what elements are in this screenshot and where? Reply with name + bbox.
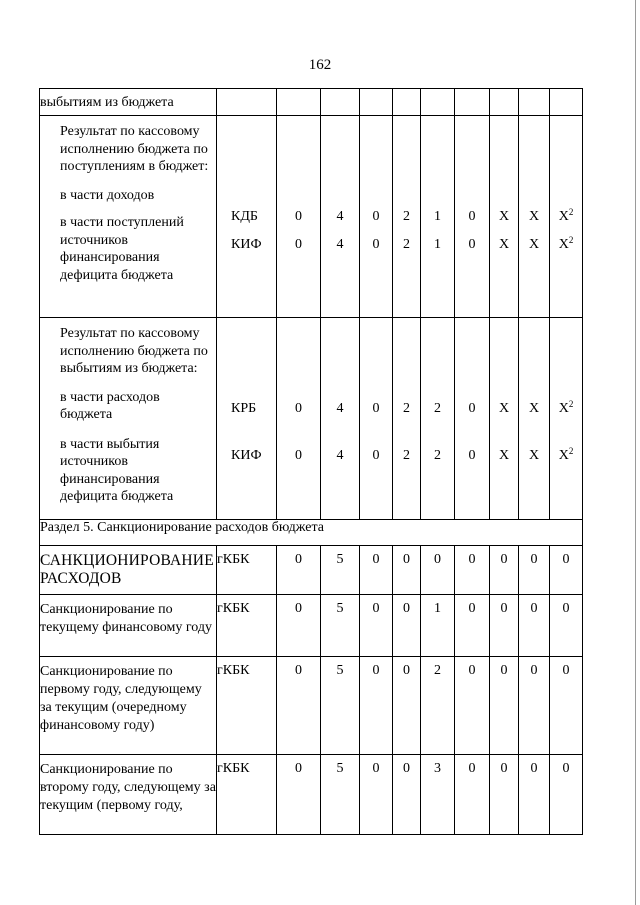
digit-cell: 0 — [550, 595, 583, 657]
digit-cell: 0 — [360, 546, 393, 595]
digit-cell: 5 — [321, 755, 360, 835]
row-name: в части поступлений источников финансирования дефицита бюджета — [60, 215, 184, 283]
digit-cell: 0 — [550, 755, 583, 835]
digit-cell: 0 — [372, 401, 380, 416]
digit-cell: 0 — [372, 209, 380, 224]
digit-cell: X — [528, 236, 540, 252]
digit-cell: 2 — [421, 657, 455, 755]
digit-cell: X — [498, 236, 510, 252]
table-row — [40, 546, 583, 595]
code-cell: КИФ — [231, 236, 262, 252]
page-number: 162 — [308, 57, 332, 73]
digit-cell: 0 — [360, 755, 393, 835]
digit-cell: 3 — [421, 755, 455, 835]
section-header: Раздел 5. Санкционирование расходов бюджета — [40, 520, 583, 546]
table-row — [40, 657, 583, 755]
row-name: в части доходов — [60, 187, 155, 203]
row-name: Санкционирование по первому году, следующему за текущим (очередному финансовому году) — [40, 657, 217, 755]
digit-cell: X — [528, 401, 540, 416]
digit-cell: 0 — [550, 657, 583, 755]
digit-cell: 4 — [336, 236, 344, 252]
digit-cell: 0 — [372, 447, 380, 463]
code-cell: гКБК — [217, 595, 277, 657]
digit-cell: 0 — [455, 595, 490, 657]
footnote-mark: 2 — [568, 445, 574, 456]
code-cell: гКБК — [217, 755, 277, 835]
digit-cell: X — [498, 447, 510, 463]
block-heading: Результат по кассовому исполнению бюджета по выбытиям из бюджета: — [60, 326, 208, 376]
digit-cell: 2 — [403, 209, 410, 224]
digit-cell: 2 — [434, 401, 441, 416]
row-name: Санкционирование по второму году, следующему за текущим (первому году, — [40, 755, 217, 835]
digit-cell: 0 — [490, 755, 519, 835]
table-row — [40, 595, 583, 657]
table-row — [40, 89, 583, 116]
digit-cell: 1 — [421, 595, 455, 657]
digit-cell: 0 — [421, 546, 455, 595]
footnote-mark: 2 — [568, 234, 574, 245]
digit-cell: 0 — [393, 546, 421, 595]
digit-cell: 1 — [434, 236, 441, 252]
digit-cell: 0 — [277, 657, 321, 755]
digit-cell: X — [498, 401, 510, 416]
digit-cell: 0 — [295, 447, 302, 463]
digit-cell: X — [558, 236, 569, 252]
digit-cell: 0 — [519, 657, 550, 755]
digit-cell: 1 — [434, 209, 441, 224]
digit-cell: 0 — [372, 236, 380, 252]
digit-cell: 0 — [277, 755, 321, 835]
digit-cell: 5 — [321, 546, 360, 595]
digit-cell: 4 — [336, 401, 344, 416]
digit-cell: 0 — [360, 657, 393, 755]
page-edge — [635, 0, 636, 905]
digit-cell: 0 — [277, 546, 321, 595]
digit-cell: 0 — [295, 236, 302, 252]
digit-cell: 0 — [295, 401, 302, 416]
digit-cell: 0 — [468, 209, 476, 224]
row-name: Санкционирование по текущему финансовому году — [40, 595, 217, 657]
digit-cell: 0 — [455, 657, 490, 755]
row-name: в части выбытия источников финансирования дефицита бюджета — [60, 436, 174, 504]
digit-cell: 2 — [434, 447, 441, 463]
digit-cell: 5 — [321, 595, 360, 657]
digit-cell: 2 — [403, 447, 410, 463]
digit-cell: 0 — [455, 546, 490, 595]
row-name: САНКЦИОНИРОВАНИЕ РАСХОДОВ — [40, 546, 217, 595]
row-name: в части расходов бюджета — [60, 389, 160, 422]
digit-cell: 0 — [490, 546, 519, 595]
digit-cell: 0 — [393, 657, 421, 755]
code-cell: КРБ — [231, 401, 257, 416]
block-heading: Результат по кассовому исполнению бюджета по поступлениям в бюджет: — [60, 124, 209, 174]
code-cell: КИФ — [231, 447, 262, 463]
digit-cell: 0 — [393, 595, 421, 657]
digit-cell: 0 — [519, 546, 550, 595]
footnote-mark: 2 — [568, 207, 574, 217]
digit-cell: X — [558, 401, 569, 416]
row-name: выбытиям из бюджета — [40, 89, 217, 116]
digit-cell: 0 — [468, 236, 476, 252]
digit-cell: 0 — [519, 755, 550, 835]
table-row — [40, 116, 583, 318]
digit-cell: 4 — [336, 447, 344, 463]
footnote-mark: 2 — [568, 399, 574, 409]
digit-cell: X — [558, 447, 569, 463]
digit-cell: 0 — [360, 595, 393, 657]
digit-cell: 0 — [295, 209, 302, 224]
digit-cell: 4 — [336, 209, 344, 224]
code-cell: гКБК — [217, 546, 277, 595]
table-row — [40, 318, 583, 520]
digit-cell: 5 — [321, 657, 360, 755]
budget-code-table — [39, 88, 583, 835]
digit-cell: 0 — [393, 755, 421, 835]
digit-cell: 0 — [468, 447, 476, 463]
table-row — [40, 520, 583, 546]
digit-cell: 0 — [468, 401, 476, 416]
digit-cell: 0 — [490, 657, 519, 755]
digit-cell: 0 — [490, 595, 519, 657]
digit-cell: X — [498, 209, 510, 224]
digit-cell: 0 — [550, 546, 583, 595]
digit-cell: 0 — [519, 595, 550, 657]
digit-cell: X — [558, 209, 569, 224]
digit-cell: 0 — [277, 595, 321, 657]
digit-cell: X — [528, 209, 540, 224]
digit-cell: 2 — [403, 236, 410, 252]
digit-cell: X — [528, 447, 540, 463]
digit-cell: 2 — [403, 401, 410, 416]
code-cell: гКБК — [217, 657, 277, 755]
table-row — [40, 755, 583, 835]
digit-cell: 0 — [455, 755, 490, 835]
code-cell: КДБ — [231, 209, 258, 224]
